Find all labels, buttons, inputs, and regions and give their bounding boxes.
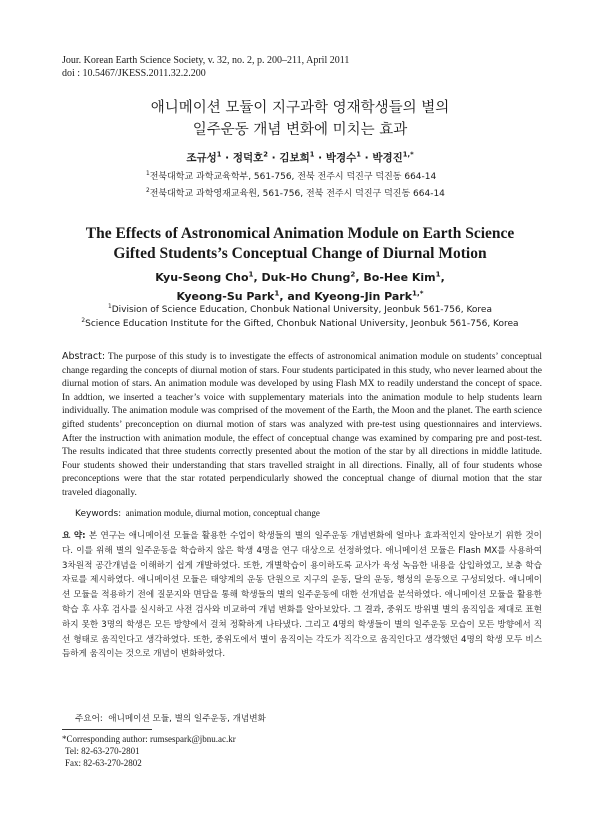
keywords-label: Keywords: — [75, 509, 122, 519]
author-sup: 1 — [309, 150, 315, 159]
english-title-line1: The Effects of Astronomical Animation Module on Earth Science — [85, 225, 515, 242]
author-separator: · — [225, 152, 230, 164]
author-name: 박경진 — [372, 152, 403, 164]
abstract-text: The purpose of this study is to investigate the effects of astronomical animation module on students’ conceptual change regarding the concepts of diurnal motion of stars. Four students participated in this study, who never learned about the diurnal motion of stars. An animation module was developed by using Flash MX to readily understand the concept of space. In addtion, we inserted a teacher’s voice with supplementary materials into the animation module to help students learn individually. The animation module was comprised of the movement of the Earth, the Moon and the planet. The earth science gifted students’ preconception on diurnal motion of stars was analyzed with pre-test using questionnaires and interviews. After the instruction with animation module, the effect of conceptual change was examined by comparing pre and post-test. The results indicated that three students correctly presented about the motion of the star by all directions in middle latitude. Four students showed their understanding that stars travelled straight in all directions. Finally, all of four students whose preconceptions were that the star rotated perpendicularly showed the conceptual change of diurnal motion that the star traveled diagonally. — [62, 352, 542, 498]
affiliation-text: 전북대학교 과학영재교육원, 561-756, 전북 전주시 덕진구 덕진동 664-14 — [149, 189, 445, 199]
affiliation-text: Division of Science Education, Chonbuk National University, Jeonbuk 561-756, Korea — [111, 305, 492, 315]
affiliation-text: Science Education Institute for the Gifted, Chonbuk National University, Jeonbuk 561-756, Korea — [85, 319, 519, 329]
english-authors-line1: Kyu-Seong Cho$^1$, Duk-Ho Chung$^2$, Bo-Hee Kim$^1$, — [155, 269, 445, 284]
affiliation-text: 전북대학교 과학교육학부, 561-756, 전북 전주시 덕진구 덕진동 664-14 — [149, 172, 437, 182]
author-sup: 2 — [350, 269, 356, 279]
journal-header — [62, 54, 349, 80]
author-name: 김보희 — [279, 152, 310, 164]
korean-abstract — [62, 529, 542, 662]
english-title-line2: Gifted Students’s Conceptual Change of Diurnal Motion — [113, 245, 487, 262]
english-affiliations — [0, 303, 600, 331]
author-separator: · — [318, 152, 323, 164]
author-sup: 1 — [216, 150, 222, 159]
keywords-text: animation module, diurnal motion, conceptual change — [125, 508, 320, 518]
korean-abstract-text: 본 연구는 애니메이션 모듈을 활용한 수업이 학생들의 별의 일주운동 개념변화에 얼마나 효과적인지 알아보기 위한 것이다. 이를 위해 별의 일주운동을 학습하지 않은 학생 4명을 연구 대상으로 선정하였다. 애니메이션 모듈은 Flash MX를 사용하여 3차원적 공간개념을 이해하기 쉽게 개발하였다. 또한, 개별학습이 용이하도록 교사가 육성 녹음한 내용을 삽입하였고, 보충 학습자료를 제시하였다. 애니메이션 모듈은 태양계의 운동 단원으로 지구의 운동, 달의 운동, 행성의 운동으로 구성되었다. 애니메이션 모듈을 적용하기 전에 질문지와 면담을 통해 학생들의 별의 일주운동에 대한 선개념을 분석하였다. 애니메이션 모듈을 활용한 학습 후 사후 검사를 실시하고 사전 검사와 비교하여 개념 변화를 알아보았다. 그 결과, 중위도 방위별 별의 움직임을 제대로 표현하지 못한 3명의 학생은 모든 방향에서 걸쳐 정확하게 나타냈다. 그리고 4명의 학생들이 별의 일주운동 모습이 모든 방향에서 직선 형태로 움직인다고 생각하였다. 또한, 중위도에서 별이 움직이는 각도가 직각으로 움직인다고 생각했던 4명의 학생 모두 비스듬하게 움직이는 것으로 개념이 변화하였다. — [62, 531, 542, 660]
author-name: Kyeong-Su Park — [176, 290, 275, 303]
journal-citation: Jour. Korean Earth Science Society, v. 32, no. 2, p. 200–211, April 2011 — [62, 55, 350, 66]
abstract — [62, 350, 542, 501]
korean-title — [0, 97, 600, 141]
affiliation — [146, 169, 445, 186]
author-sup: 1,* — [412, 288, 424, 298]
affiliation — [0, 317, 600, 331]
affiliation-sup: 1 — [108, 304, 112, 310]
korean-keywords-text: 애니메이션 모듈, 별의 일주운동, 개념변화 — [108, 714, 266, 724]
author-sup: 1 — [248, 269, 254, 279]
author-name: Kyeong-Jin Park — [314, 290, 413, 303]
affiliation-sup: 1 — [146, 171, 150, 177]
affiliation-sup: 2 — [146, 188, 150, 194]
korean-keywords — [75, 712, 266, 724]
author-name: 조규성 — [186, 152, 217, 164]
author-sup: 1 — [435, 269, 441, 279]
author-name: Duk-Ho Chung — [261, 271, 351, 284]
corresponding-author: *Corresponding author: rumsespark@jbnu.ac.kr — [62, 734, 236, 744]
author-name: Bo-Hee Kim — [363, 271, 436, 284]
korean-title-line2: 일주운동 개념 변화에 미치는 효과 — [192, 122, 408, 138]
korean-abstract-label: 요 약: — [62, 531, 86, 541]
affiliation — [146, 186, 445, 203]
english-authors — [0, 268, 600, 306]
corresponding-fax: Fax: 82-63-270-2802 — [65, 758, 142, 768]
author-separator: · — [271, 152, 276, 164]
korean-title-line1: 애니메이션 모듈이 지구과학 영재학생들의 별의 — [150, 100, 450, 116]
english-title — [0, 224, 600, 264]
affiliation — [0, 303, 600, 317]
author-name: 박경수 — [325, 152, 357, 164]
author-name: 정덕호 — [232, 152, 264, 164]
korean-keywords-label: 주요어: — [75, 714, 103, 724]
abstract-label: Abstract: — [62, 351, 106, 362]
author-sup: 2 — [263, 150, 269, 159]
author-name: Kyu-Seong Cho — [155, 271, 249, 284]
corresponding-tel: Tel: 82-63-270-2801 — [65, 746, 140, 756]
journal-doi: doi : 10.5467/JKESS.2011.32.2.200 — [62, 68, 206, 79]
footnote-divider — [62, 729, 152, 730]
author-sup: 1 — [356, 150, 362, 159]
correspondence — [62, 733, 236, 769]
korean-affiliations — [146, 169, 445, 203]
keywords — [75, 508, 320, 519]
author-sup: 1 — [274, 288, 280, 298]
affiliation-sup: 2 — [81, 318, 86, 324]
korean-authors — [0, 150, 600, 165]
author-sup: 1,* — [402, 150, 414, 159]
author-separator: · — [364, 152, 369, 164]
author-conjunction: , and — [279, 290, 311, 303]
